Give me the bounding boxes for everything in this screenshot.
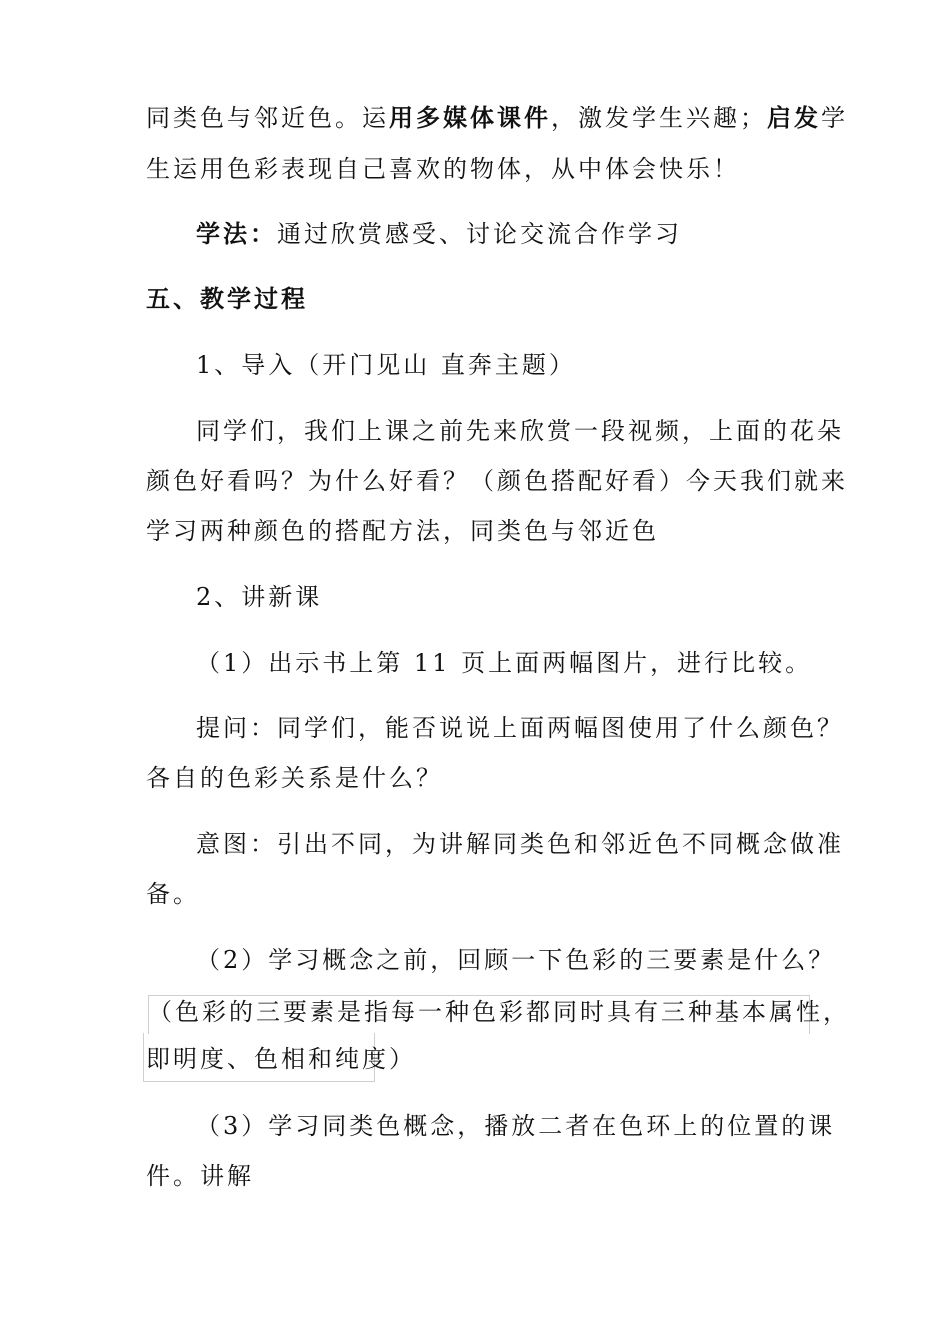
- bold-run-inspire: 启发: [767, 103, 821, 132]
- bold-run-multimedia: 用多媒体课件: [389, 103, 551, 132]
- step2-item-1: （1）出示书上第 11 页上面两幅图片，进行比较。: [196, 649, 813, 677]
- methods-line-2: 生运用色彩表现自己喜欢的物体，从中体会快乐！: [146, 155, 740, 183]
- study-method-line: [196, 218, 682, 250]
- text-run: 学: [821, 104, 848, 132]
- methods-line-1: [146, 102, 848, 134]
- question-line-1: 提问：同学们，能否说说上面两幅图使用了什么颜色？: [196, 714, 844, 742]
- step1-line-2: 颜色好看吗？为什么好看？（颜色搭配好看）今天我们就来: [146, 467, 848, 495]
- section-heading: [146, 283, 308, 315]
- step1-heading: 1、导入（开门见山 直奔主题）: [196, 351, 576, 379]
- text-run: 同类色与邻近色。运: [146, 104, 389, 132]
- text-run: ，激发学生兴趣；: [551, 104, 767, 132]
- section-heading-text: 五、教学过程: [146, 284, 308, 313]
- item3-line-1: （3）学习同类色概念，播放二者在色环上的位置的课: [196, 1112, 836, 1140]
- intent-line-2: 备。: [146, 880, 200, 908]
- question-line-2: 各自的色彩关系是什么？: [146, 764, 443, 792]
- item2-line-1: （2）学习概念之前，回顾一下色彩的三要素是什么？: [196, 946, 836, 974]
- step1-line-1: 同学们，我们上课之前先来欣赏一段视频，上面的花朵: [196, 417, 844, 445]
- step1-line-3: 学习两种颜色的搭配方法，同类色与邻近色: [146, 517, 659, 545]
- intent-line-1: 意图：引出不同，为讲解同类色和邻近色不同概念做准: [196, 830, 844, 858]
- study-method-label: 学法：: [196, 219, 277, 248]
- item2-line-3: 即明度、色相和纯度）: [146, 1045, 416, 1073]
- item2-line-2: （色彩的三要素是指每一种色彩都同时具有三种基本属性，: [148, 998, 850, 1026]
- study-method-text: 通过欣赏感受、讨论交流合作学习: [277, 220, 682, 248]
- step2-heading: 2、讲新课: [196, 583, 323, 611]
- item3-line-2: 件。讲解: [146, 1162, 254, 1190]
